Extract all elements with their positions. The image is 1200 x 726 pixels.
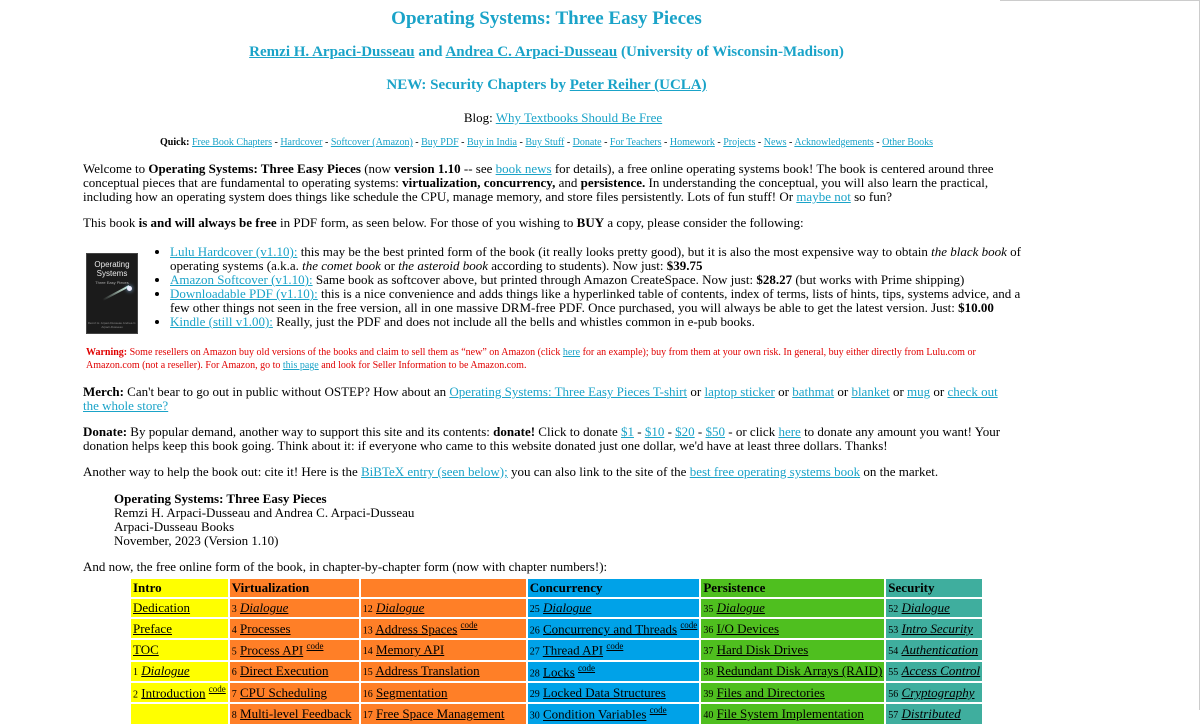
- chapter-link[interactable]: Address Translation: [375, 663, 480, 679]
- maybe-not-link[interactable]: maybe not: [796, 189, 851, 204]
- blanket-link[interactable]: blanket: [851, 384, 890, 399]
- chapter-link[interactable]: Redundant Disk Arrays (RAID): [716, 663, 883, 679]
- header-security: Security: [886, 579, 982, 597]
- quick-sep: -: [664, 137, 668, 148]
- cover-authors: Remzi H. Arpaci-Dusseau Andrea C. Arpaci-Dusseau: [87, 321, 137, 329]
- italic-text: the asteroid book: [398, 258, 488, 273]
- table-cell: [131, 640, 228, 659]
- chapter-number: 5: [231, 646, 237, 658]
- code-link[interactable]: code: [649, 705, 667, 716]
- chapter-link[interactable]: Address Spaces: [375, 621, 458, 637]
- text: (but works with Prime shipping): [792, 272, 965, 287]
- chapter-number: 16: [362, 688, 373, 700]
- chapter-number: 4: [231, 624, 237, 636]
- table-cell: [528, 704, 700, 723]
- table-cell: [131, 704, 228, 723]
- quick-sep: -: [274, 137, 278, 148]
- table-cell: [528, 619, 700, 638]
- price: $10.00: [958, 300, 994, 315]
- table-row: [131, 619, 982, 638]
- chapter-link[interactable]: Authentication: [901, 641, 979, 657]
- chapter-link[interactable]: File System Implementation: [716, 705, 864, 721]
- list-item: [170, 245, 1030, 273]
- chapter-number: 14: [362, 645, 373, 657]
- table-cell: [361, 662, 526, 681]
- blog-line: [0, 110, 1126, 126]
- chapter-number: 39: [703, 688, 714, 700]
- mug-link[interactable]: mug: [907, 384, 931, 399]
- quick-sep: -: [876, 137, 880, 148]
- text: this is a nice convenience and adds things like a hyperlinked table of contents, index of terms, lists of hints, tips, systems advice, and a few other things not seen in the free version, all in one massive DRM-free PDF. Once purchased, you will always be able to get the latest version. Just:: [170, 286, 1021, 315]
- quick-link-free-chapters[interactable]: Free Book Chapters: [191, 137, 272, 148]
- bold-text: persistence.: [580, 175, 646, 190]
- donate-any-link[interactable]: here: [778, 424, 801, 439]
- table-cell: [528, 599, 700, 617]
- chapter-number: 15: [362, 667, 373, 679]
- citation-authors: Remzi H. Arpaci-Dusseau and Andrea C. Arpaci-Dusseau: [114, 505, 415, 520]
- chapter-link[interactable]: Process API: [240, 642, 304, 658]
- table-row: [131, 599, 982, 617]
- table-cell: [701, 662, 884, 681]
- text: or: [889, 384, 908, 399]
- sep: -: [694, 424, 706, 439]
- table-row: [131, 683, 982, 702]
- example-link[interactable]: here: [562, 347, 581, 358]
- chapter-link[interactable]: Dialogue: [901, 600, 950, 615]
- text: In understanding the conceptual, you will also learn the practical, including how an operating system does things like schedule the CPU, manage memory, and store files persistently. Lots of fun stuff! Or: [83, 175, 989, 204]
- text: or: [380, 258, 399, 273]
- security-prefix: NEW: Security Chapters by: [386, 77, 570, 93]
- chapter-number: 54: [888, 645, 899, 657]
- merch-paragraph: [83, 385, 1013, 413]
- header-concurrency: Concurrency: [528, 579, 700, 597]
- window-edge-top: [1000, 0, 1200, 1]
- citation-block: [114, 492, 714, 548]
- table-row: [131, 704, 982, 723]
- table-cell: [528, 683, 700, 702]
- book-title-bold: Operating Systems: Three Easy Pieces: [148, 161, 361, 176]
- chapter-link[interactable]: CPU Scheduling: [240, 684, 328, 700]
- price: $39.75: [666, 258, 703, 273]
- chapter-number: 56: [888, 688, 899, 700]
- table-cell: [701, 619, 884, 638]
- code-link[interactable]: code: [578, 662, 596, 673]
- best-book-link[interactable]: best free operating systems book: [689, 464, 861, 479]
- chapter-number: 7: [231, 688, 237, 700]
- chapter-number: 40: [703, 709, 714, 721]
- table-cell: [131, 599, 228, 617]
- donate-10-link[interactable]: $10: [644, 424, 665, 439]
- quick-link-hardcover[interactable]: Hardcover: [280, 137, 323, 148]
- chapter-link[interactable]: Thread API: [542, 642, 604, 658]
- table-cell: [230, 599, 359, 617]
- text: and look for Seller Information to be Amazon.com.: [318, 360, 527, 371]
- quick-sep: -: [415, 137, 419, 148]
- citation-publisher: Arpaci-Dusseau Books: [114, 519, 235, 534]
- table-cell: [886, 640, 982, 659]
- cite-paragraph: [83, 465, 1013, 479]
- header-virtualization: Virtualization: [230, 579, 359, 597]
- chapter-link[interactable]: Memory API: [376, 641, 445, 657]
- bold-text: is and will always be free: [138, 215, 277, 230]
- text: Click to donate: [535, 424, 621, 439]
- table-cell: [701, 683, 884, 702]
- kindle-link[interactable]: Kindle (still v1.00):: [170, 314, 273, 329]
- donate-label: Donate:: [83, 424, 128, 439]
- chapter-link[interactable]: Dialogue: [716, 600, 765, 615]
- text: and: [555, 175, 581, 190]
- quick-link-other-books[interactable]: Other Books: [882, 137, 933, 148]
- merch-label: Merch:: [83, 384, 124, 399]
- reseller-warning: [86, 346, 1016, 372]
- table-cell: [361, 704, 526, 723]
- chapter-link[interactable]: Multi-level Feedback: [240, 705, 352, 721]
- security-author-link[interactable]: Peter Reiher (UCLA): [569, 77, 707, 93]
- book-cover-image[interactable]: [86, 253, 138, 334]
- online-intro: And now, the free online form of the book, in chapter-by-chapter form (now with chapter numbers!):: [83, 559, 608, 574]
- quick-sep: -: [519, 137, 523, 148]
- table-cell: [131, 619, 228, 638]
- table-cell: [886, 662, 982, 681]
- chapter-number: 12: [362, 604, 373, 615]
- lulu-hardcover-link[interactable]: Lulu Hardcover (v1.10):: [170, 244, 298, 259]
- text: By popular demand, another way to support this site and its contents:: [127, 424, 494, 439]
- warning-label: Warning:: [86, 347, 128, 358]
- sep: -: [664, 424, 676, 439]
- chapter-number: 17: [362, 709, 373, 721]
- text: for an example); buy from them at your own risk. In general, buy either directly from Lulu.com or Amazon.com (not a reseller). For Amazon, go to: [86, 347, 976, 371]
- quick-sep: -: [717, 137, 721, 148]
- text: a copy, please consider the following:: [604, 215, 804, 230]
- donate-50-link[interactable]: $50: [705, 424, 726, 439]
- quick-sep: -: [757, 137, 762, 148]
- text: or: [834, 384, 852, 399]
- italic-text: the comet book: [302, 258, 381, 273]
- text: to donate any amount you want! Your donation helps keep this book going. Think about it: if everyone who came to this website donated just one dollar, we'd have at least three dollars. Thanks!: [83, 424, 1001, 453]
- free-paragraph: [83, 216, 1013, 230]
- table-cell: [361, 683, 526, 702]
- table-cell: [230, 704, 359, 723]
- chapter-link[interactable]: Processes: [240, 620, 291, 636]
- code-link[interactable]: code: [460, 620, 478, 630]
- text: you can also link to the site of the: [507, 464, 690, 479]
- code-link[interactable]: code: [606, 641, 624, 652]
- chapter-table: [129, 577, 984, 726]
- italic-text: the black book: [931, 244, 1007, 259]
- chapter-number: 36: [703, 624, 714, 636]
- chapter-link[interactable]: Introduction: [141, 685, 206, 701]
- downloadable-pdf-link[interactable]: Downloadable PDF (v1.10):: [170, 286, 318, 301]
- citation-date: November, 2023 (Version 1.10): [114, 533, 279, 548]
- comet-head: [127, 286, 132, 291]
- welcome-paragraph: [83, 162, 1013, 204]
- quick-links: [0, 137, 1093, 148]
- text: or: [930, 384, 948, 399]
- text: - or click: [725, 424, 779, 439]
- text: Same book as softcover above, but printed through Amazon CreateSpace. Now just:: [312, 272, 757, 287]
- chapter-number: 25: [529, 604, 540, 615]
- chapter-number: 57: [888, 709, 899, 721]
- chapter-number: 35: [703, 604, 714, 615]
- chapter-number: 13: [362, 625, 373, 637]
- quick-link-softcover[interactable]: Softcover (Amazon): [330, 137, 413, 148]
- code-link[interactable]: code: [208, 683, 226, 694]
- text: according to students). Now just:: [487, 258, 667, 273]
- blog-label: Blog:: [463, 110, 496, 125]
- bold-text: virtualization, concurrency,: [402, 175, 556, 190]
- text: this may be the best printed form of the book (it really looks pretty good), but it is also the most expensive way to obtain: [297, 244, 932, 259]
- chapter-number: 52: [888, 604, 899, 615]
- quick-sep: -: [789, 137, 793, 148]
- chapter-number: 8: [231, 709, 237, 721]
- text: in PDF form, as seen below. For those of you wishing to: [276, 215, 577, 230]
- table-cell: [230, 640, 359, 659]
- chapter-number: 2: [133, 689, 138, 701]
- page-title: Operating Systems: Three Easy Pieces: [391, 8, 702, 29]
- quick-sep: -: [325, 137, 329, 148]
- chapter-link[interactable]: Dedication: [133, 600, 191, 615]
- table-cell: [230, 662, 359, 681]
- table-cell: [361, 619, 526, 638]
- chapter-number: 30: [529, 710, 540, 722]
- chapter-number: 26: [529, 625, 540, 637]
- text: on the market.: [860, 464, 939, 479]
- chapter-link[interactable]: Segmentation: [376, 684, 448, 700]
- bold-text: donate!: [493, 424, 536, 439]
- header-intro: Intro: [131, 579, 228, 597]
- quick-link-news[interactable]: News: [763, 137, 787, 148]
- text: Some resellers on Amazon buy old versions of the books and claim to sell them as “new” on Amazon (click: [127, 347, 563, 358]
- code-link[interactable]: code: [306, 641, 324, 652]
- amazon-softcover-link[interactable]: Amazon Softcover (v1.10):: [170, 272, 313, 287]
- chapter-link[interactable]: Condition Variables: [543, 706, 647, 722]
- table-cell: [361, 599, 526, 617]
- chapter-link[interactable]: Preface: [133, 620, 172, 636]
- list-item: [170, 315, 1030, 329]
- chapter-link[interactable]: Locked Data Structures: [543, 684, 666, 700]
- chapter-number: 37: [703, 645, 714, 657]
- table-cell: [701, 704, 884, 723]
- list-item: [170, 287, 1030, 315]
- donate-20-link[interactable]: $20: [675, 424, 695, 439]
- quick-link-buy-india[interactable]: Buy in India: [466, 137, 517, 148]
- authors-line: [0, 44, 1093, 61]
- text: (now: [360, 161, 395, 176]
- table-cell: [528, 640, 700, 659]
- chapter-number: 1: [133, 667, 138, 679]
- quick-label: Quick:: [160, 137, 190, 148]
- text: so fun?: [850, 189, 892, 204]
- quick-sep: -: [566, 137, 571, 148]
- chapter-link[interactable]: Dialogue: [141, 663, 190, 679]
- cover-subtitle: Three Easy Pieces: [95, 280, 129, 285]
- chapter-link[interactable]: Cryptography: [901, 684, 975, 700]
- bathmat-link[interactable]: bathmat: [792, 384, 835, 399]
- chapter-link[interactable]: Dialogue: [240, 600, 289, 615]
- chapter-link[interactable]: I/O Devices: [716, 620, 780, 636]
- text: Welcome to: [83, 161, 149, 176]
- table-cell: [886, 683, 982, 702]
- chapter-link[interactable]: Distributed: [901, 705, 961, 721]
- chapter-link[interactable]: Dialogue: [543, 600, 592, 615]
- cover-title: Operating Systems: [94, 260, 130, 278]
- quick-link-teachers[interactable]: For Teachers: [609, 137, 662, 148]
- author-link-remzi[interactable]: Remzi H. Arpaci-Dusseau: [249, 44, 415, 60]
- quick-link-projects[interactable]: Projects: [723, 137, 756, 148]
- table-cell: [886, 704, 982, 723]
- bold-text: BUY: [576, 215, 605, 230]
- text: Really, just the PDF and does not include all the bells and whistles common in e-pub books.: [272, 314, 755, 329]
- chapter-link[interactable]: Intro Security: [901, 620, 973, 636]
- table-cell: [701, 599, 884, 617]
- version-bold: version 1.10: [394, 161, 461, 176]
- donate-1-link[interactable]: $1: [620, 424, 634, 439]
- table-cell: [230, 619, 359, 638]
- price: $28.27: [756, 272, 793, 287]
- text: -- see: [460, 161, 496, 176]
- quick-link-homework[interactable]: Homework: [669, 137, 715, 148]
- table-cell: [528, 662, 700, 681]
- chapter-link[interactable]: Direct Execution: [240, 663, 329, 679]
- chapter-link[interactable]: Locks: [543, 663, 575, 679]
- table-row: [131, 640, 982, 659]
- chapter-number: 55: [888, 667, 899, 679]
- table-cell: [886, 619, 982, 638]
- affiliation: (University of Wisconsin-Madison): [617, 44, 844, 60]
- tshirt-link[interactable]: Operating Systems: Three Easy Pieces T-shirt: [449, 384, 688, 399]
- quick-link-acknowledgements[interactable]: Acknowledgements: [794, 137, 874, 148]
- table-cell: [361, 640, 526, 659]
- table-cell: [886, 599, 982, 617]
- table-cell: [230, 683, 359, 702]
- list-item: [170, 273, 1030, 287]
- text: of operating systems (a.k.a.: [170, 244, 1021, 273]
- chapter-link[interactable]: Concurrency and Threads: [543, 621, 678, 637]
- chapter-link[interactable]: Free Space Management: [376, 705, 505, 721]
- sep: -: [633, 424, 645, 439]
- chapter-link[interactable]: Files and Directories: [716, 684, 825, 700]
- text: or: [687, 384, 705, 399]
- table-row: [131, 662, 982, 681]
- quick-link-buy-pdf[interactable]: Buy PDF: [421, 137, 459, 148]
- sticker-link[interactable]: laptop sticker: [704, 384, 775, 399]
- quick-sep: -: [604, 137, 608, 148]
- table-header-row: [131, 579, 982, 597]
- chapter-link[interactable]: Access Control: [901, 663, 981, 679]
- text: or: [774, 384, 793, 399]
- text: for details), a free online operating systems book! The book is centered around three conceptual pieces that are fundamental to operating systems:: [83, 161, 994, 190]
- chapter-number: 28: [529, 667, 540, 679]
- buy-options-list: [155, 245, 1030, 329]
- quick-sep: -: [461, 137, 465, 148]
- comet-tail: [102, 285, 129, 301]
- table-cell: [701, 640, 884, 659]
- table-cell: [131, 683, 228, 702]
- security-announcement: [0, 77, 1093, 94]
- bibtex-link[interactable]: BiBTeX entry (seen below);: [360, 464, 508, 479]
- code-link[interactable]: code: [680, 620, 698, 630]
- amazon-page-link[interactable]: this page: [282, 360, 319, 371]
- quick-link-donate[interactable]: Donate: [572, 137, 602, 148]
- book-news-link[interactable]: book news: [495, 161, 552, 176]
- chapter-number: 38: [703, 667, 714, 679]
- chapter-number: 29: [529, 688, 540, 700]
- header-persistence: Persistence: [701, 579, 884, 597]
- chapter-number: 3: [231, 604, 237, 615]
- text: Can't bear to go out in public without OSTEP? How about an: [123, 384, 450, 399]
- chapter-number: 53: [888, 624, 899, 636]
- table-cell: [131, 662, 228, 681]
- authors-and: and: [414, 44, 446, 60]
- chapter-number: 27: [529, 646, 540, 658]
- chapter-link[interactable]: Hard Disk Drives: [716, 641, 809, 657]
- citation-title: Operating Systems: Three Easy Pieces: [114, 491, 327, 506]
- store-link[interactable]: check out the whole store?: [83, 384, 998, 413]
- quick-link-buy-stuff[interactable]: Buy Stuff: [525, 137, 565, 148]
- blog-link[interactable]: Why Textbooks Should Be Free: [495, 110, 663, 125]
- text: This book: [83, 215, 139, 230]
- chapter-link[interactable]: Dialogue: [376, 600, 425, 615]
- header-virtualization-2: [361, 579, 526, 597]
- author-link-andrea[interactable]: Andrea C. Arpaci-Dusseau: [445, 44, 618, 60]
- donate-paragraph: [83, 425, 1013, 453]
- text: Another way to help the book out: cite it! Here is the: [83, 464, 361, 479]
- chapter-number: 6: [231, 667, 237, 679]
- chapter-link[interactable]: TOC: [133, 641, 159, 657]
